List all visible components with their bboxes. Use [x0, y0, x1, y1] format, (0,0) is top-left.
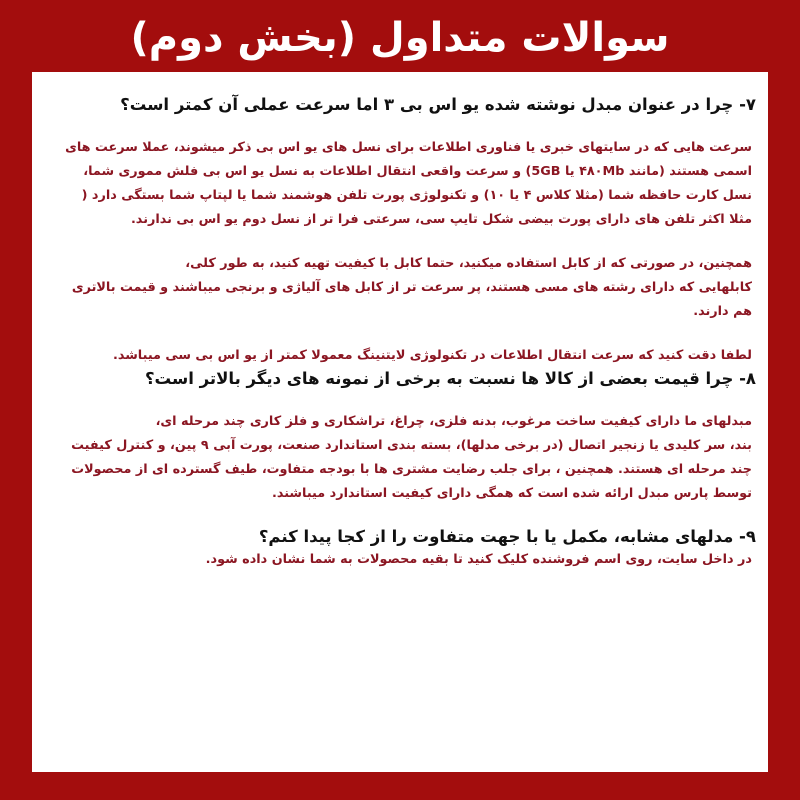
faq-question-9: ۹- مدلهای مشابه، مکمل یا با جهت متفاوت را از کجا پیدا کنم؟: [258, 527, 756, 546]
faq-answer-7-paragraph-2: [48, 252, 752, 324]
answer-line: سرعت هایی که در سایتهای خبری یا فناوری اطلاعات برای نسل های یو اس بی ذکر میشوند، عملا سرعت های: [65, 140, 752, 155]
faq-answer-9: [48, 548, 752, 572]
faq-answer-7-paragraph-1: [48, 136, 752, 232]
answer-line: چند مرحله ای هستند. همچنین ، برای جلب رضایت مشتری ها با بودجه متفاوت، طیف گسترده ای از محصولات: [71, 462, 752, 477]
answer-line: مثلا اکثر تلفن های دارای پورت بیضی شکل تایپ سی، سرعتی فرا تر از نسل دوم یو اس بی ندارند.: [130, 212, 752, 227]
answer-line: لطفا دقت کنید که سرعت انتقال اطلاعات در تکنولوژی لایتنینگ معمولا کمتر از یو اس بی سی میباشد.: [112, 348, 752, 363]
answer-line: نسل کارت حافظه شما (مثلا کلاس ۴ یا ۱۰) و تکنولوژی پورت تلفن هوشمند شما یا لپتاپ شما بستگی دارد (: [81, 188, 752, 203]
answer-line: توسط پارس مبدل ارائه شده است که همگی دارای کیفیت استاندارد میباشند.: [271, 486, 752, 501]
faq-answer-8: [48, 410, 752, 506]
faq-question-8: ۸- چرا قیمت بعضی از کالا ها نسبت به برخی از نمونه های دیگر بالاتر است؟: [144, 369, 756, 388]
faq-question-7: ۷- چرا در عنوان مبدل نوشته شده یو اس بی ۳ اما سرعت عملی آن کمتر است؟: [120, 95, 756, 114]
faq-panel: [32, 72, 768, 772]
answer-line: اسمی هستند (مانند ۴۸۰Mb یا 5GB) و سرعت واقعی انتقال اطلاعات به نسل یو اس بی فلش مموری شما،: [83, 164, 752, 179]
faq-answer-7-paragraph-3: [48, 344, 752, 368]
answer-line: هم دارند.: [693, 304, 752, 319]
answer-line: کابلهایی که دارای رشته های مسی هستند، پر سرعت تر از کابل های آلیاژی و برنجی میباشند و قیمت بالاتری: [71, 280, 752, 295]
answer-line: در داخل سایت، روی اسم فروشنده کلیک کنید تا بقیه محصولات به شما نشان داده شود.: [205, 552, 752, 567]
page-title: سوالات متداول (بخش دوم): [130, 15, 670, 61]
answer-line: بند، سر کلیدی یا زنجیر اتصال (در برخی مدلها)، بسته بندی استاندارد صنعت، پورت آبی ۹ پین، و کنترل کیفیت: [71, 438, 752, 453]
answer-line: همچنین، در صورتی که از کابل استفاده میکنید، حتما کابل با کیفیت تهیه کنید، به طور کلی،: [185, 256, 752, 271]
answer-line: مبدلهای ما دارای کیفیت ساخت مرغوب، بدنه فلزی، چراغ، تراشکاری و فلز کاری چند مرحله ای،: [155, 414, 752, 429]
